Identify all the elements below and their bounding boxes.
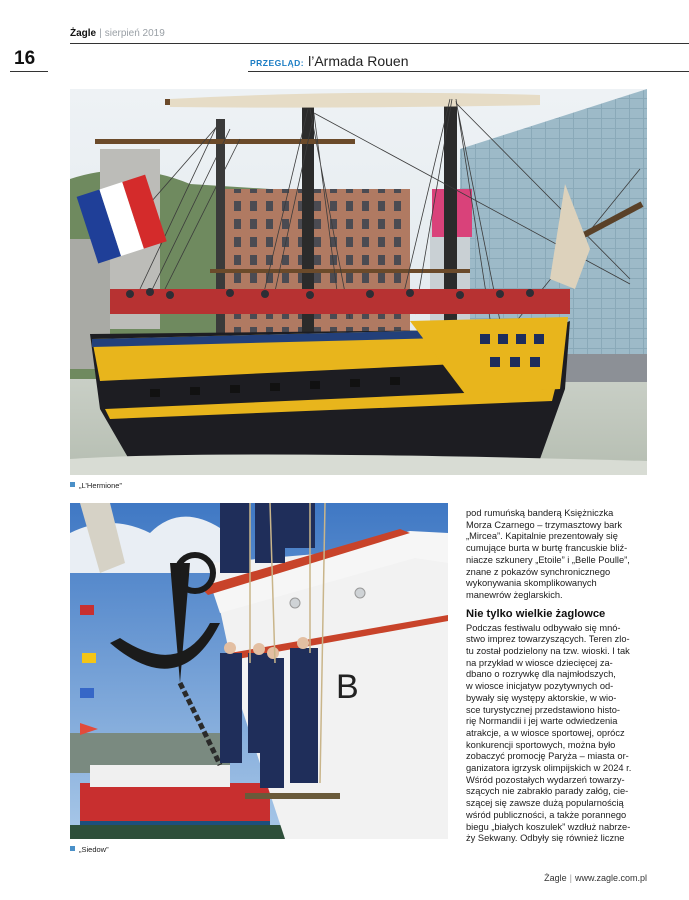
caption-text: „L’Hermione” bbox=[79, 481, 122, 490]
text-line: Morza Czarnego – trzymasztowy bark bbox=[466, 519, 623, 530]
text-line: znane z pokazów synchronicznego bbox=[466, 566, 611, 577]
text-line: wśród publiczności, a także porannego bbox=[466, 809, 627, 820]
caption-marker bbox=[70, 482, 75, 487]
section-heading bbox=[250, 53, 408, 69]
siedow-caption bbox=[70, 845, 109, 854]
text-line: ganizatora igrzysk olimpijskich w 2024 r. bbox=[466, 763, 632, 774]
issue-date: sierpień 2019 bbox=[104, 28, 165, 39]
text-line: biegu „białych koszulek” wzdłuż nabrze- bbox=[466, 821, 631, 832]
text-line: szących nie zabrakło parady załóg, cie- bbox=[466, 786, 629, 797]
hull-letter: B bbox=[336, 668, 359, 706]
text-line: wykonywania skomplikowanych bbox=[466, 578, 597, 589]
text-line: szącej się zawsze dużą popularnością bbox=[466, 798, 624, 809]
text-line: zobaczyć promocję Paryża – miasta or- bbox=[466, 751, 629, 762]
text-line: Wśród pozostałych wydarzeń towarzy- bbox=[466, 774, 625, 785]
magazine-header bbox=[70, 28, 165, 39]
text-line: ży Sekwany. Odbyły się również liczne bbox=[466, 833, 625, 844]
header-rule bbox=[70, 43, 689, 44]
text-line: niacze szkunery „Etoile” i „Belle Poulle”, bbox=[466, 554, 630, 565]
page-number-rule bbox=[10, 71, 48, 72]
paragraph-1 bbox=[466, 508, 656, 602]
text-line: w wiosce inicjatyw pozytywnych od- bbox=[466, 681, 614, 692]
caption-marker bbox=[70, 846, 75, 851]
section-rule bbox=[248, 71, 689, 72]
paragraph-2 bbox=[466, 623, 656, 845]
footer-url: www.zagle.com.pl bbox=[574, 873, 647, 883]
page-number: 16 bbox=[14, 48, 36, 69]
text-line: na przykład w wiosce dziecięcej za- bbox=[466, 657, 613, 668]
text-line: „Mircea”. Kapitalnie prezentowały się bbox=[466, 531, 618, 542]
text-line: konkurencji sportowych, można było bbox=[466, 739, 616, 750]
siedow-photo bbox=[70, 503, 448, 839]
hermione-photo bbox=[70, 89, 647, 475]
header-separator: | bbox=[99, 28, 102, 39]
caption-text: „Siedow” bbox=[79, 845, 109, 854]
text-line: Podczas festiwalu odbywało się mnó- bbox=[466, 622, 621, 633]
text-line: bywały się występy aktorskie, w wio- bbox=[466, 692, 617, 703]
text-line: sce turystycznej przedstawiono histo- bbox=[466, 704, 620, 715]
text-line: rię Normandii i jej warte odwiedzenia bbox=[466, 716, 618, 727]
text-line: cumujące burta w burtę francuskie bliź- bbox=[466, 543, 628, 554]
article-subheading: Nie tylko wielkie żaglowce bbox=[466, 607, 606, 620]
text-line: tu został podzielony na tzw. wioski. I tak bbox=[466, 646, 630, 657]
text-line: dbano o rozrywkę dla najmłodszych, bbox=[466, 669, 616, 680]
hermione-caption bbox=[70, 481, 122, 490]
text-line: stwo imprez towarzyszących. Teren zlo- bbox=[466, 634, 630, 645]
article-column bbox=[466, 508, 656, 845]
text-line: manewrów żeglarskich. bbox=[466, 589, 563, 600]
footer-brand: Żagle bbox=[544, 873, 567, 883]
section-kicker: PRZEGLĄD: bbox=[250, 58, 305, 68]
page-footer bbox=[544, 873, 647, 883]
text-line: atrakcje, a w wiosce sportowej, oprócz bbox=[466, 727, 625, 738]
text-line: pod rumuńską banderą Księżniczka bbox=[466, 508, 614, 518]
footer-separator: | bbox=[569, 873, 572, 883]
magazine-brand: Żagle bbox=[70, 28, 97, 39]
section-title: l’Armada Rouen bbox=[308, 53, 409, 69]
